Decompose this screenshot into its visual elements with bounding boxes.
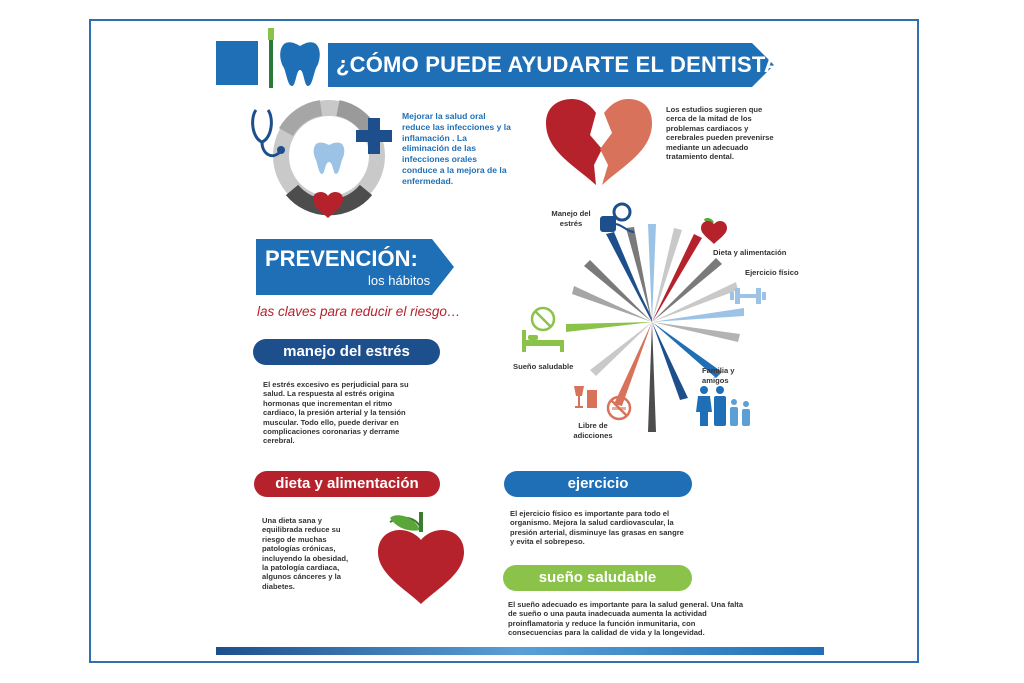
bed-icon bbox=[522, 330, 564, 352]
wheel-label-family: Familia y amigos bbox=[702, 366, 735, 385]
intro-studies-text: Los estudios sugieren que cerca de la mitad de los problemas cardiacos y cerebrales pueden prevenirse mediante un adecuado tratamiento dental. bbox=[666, 105, 774, 162]
toothbrush-icon bbox=[266, 28, 276, 88]
sleep-section-text: El sueño adecuado es importante para la salud general. Una falta de sueño o una pauta inadecuada aumenta la actividad proinflamatoria y reduce la función inmunitaria, con consecuencias para la calidad de vida y la longevidad. bbox=[508, 600, 744, 638]
header-square bbox=[216, 41, 258, 85]
no-phone-icon bbox=[530, 306, 556, 332]
cross-icon bbox=[356, 118, 392, 154]
diet-apple-small-icon bbox=[700, 216, 728, 244]
stress-section-text: El estrés excesivo es perjudicial para su salud. La respuesta al estrés origina hormonas que incrementan el ritmo cardiaco, la presión arterial y la tensión muscular. Todo ello, puede derivar en complicaciones coronarias y derrame cerebral. bbox=[263, 380, 409, 446]
title-banner bbox=[328, 43, 794, 87]
page-title: ¿CÓMO PUEDE AYUDARTE EL DENTISTA? bbox=[336, 52, 794, 77]
prevention-subtitle: los hábitos bbox=[368, 273, 431, 288]
family-icon bbox=[696, 386, 752, 426]
bottom-bar bbox=[216, 647, 824, 655]
tooth-icon bbox=[278, 40, 322, 88]
drinks-icon bbox=[572, 384, 600, 410]
prevention-banner bbox=[256, 239, 454, 295]
diet-section-title: dieta y alimentación bbox=[254, 471, 440, 497]
broken-heart-icon bbox=[546, 99, 652, 187]
exercise-section-text: El ejercicio físico es importante para todo el organismo. Mejora la salud cardiovascular, la presión arterial, disminuye las grasas en sangre y evita el sobrepeso. bbox=[510, 509, 684, 547]
wheel-label-addictions: Libre de adicciones bbox=[573, 421, 613, 440]
dumbbell-icon bbox=[730, 286, 766, 306]
intro-oral-health-text: Mejorar la salud oral reduce las infecciones y la inflamación . La eliminación de las infecciones orales conduce a la mejora de la enfermedad. bbox=[402, 111, 511, 186]
stress-section-title: manejo del estrés bbox=[253, 339, 440, 365]
wheel-label-stress: Manejo del estrés bbox=[551, 209, 591, 228]
sleep-section-title: sueño saludable bbox=[503, 565, 692, 591]
diet-section-text: Una dieta sana y equilibrada reduce su riesgo de muchas patologías crónicas, incluyendo la obesidad, la patología cardiaca, algunos cánceres y la diabetes. bbox=[262, 516, 349, 591]
apple-icon bbox=[376, 508, 466, 606]
prevention-tagline: las claves para reducir el riesgo… bbox=[257, 304, 461, 319]
heart-icon bbox=[313, 192, 343, 218]
prevention-title: PREVENCIÓN: bbox=[265, 246, 418, 271]
stethoscope-icon bbox=[248, 108, 288, 168]
blood-pressure-icon bbox=[598, 202, 638, 236]
wheel-label-sleep: Sueño saludable bbox=[513, 362, 574, 371]
exercise-section-title: ejercicio bbox=[504, 471, 692, 497]
no-smoking-icon bbox=[606, 395, 632, 421]
wheel-label-diet: Dieta y alimentación bbox=[713, 248, 787, 257]
wheel-label-exercise: Ejercicio físico bbox=[745, 268, 799, 277]
